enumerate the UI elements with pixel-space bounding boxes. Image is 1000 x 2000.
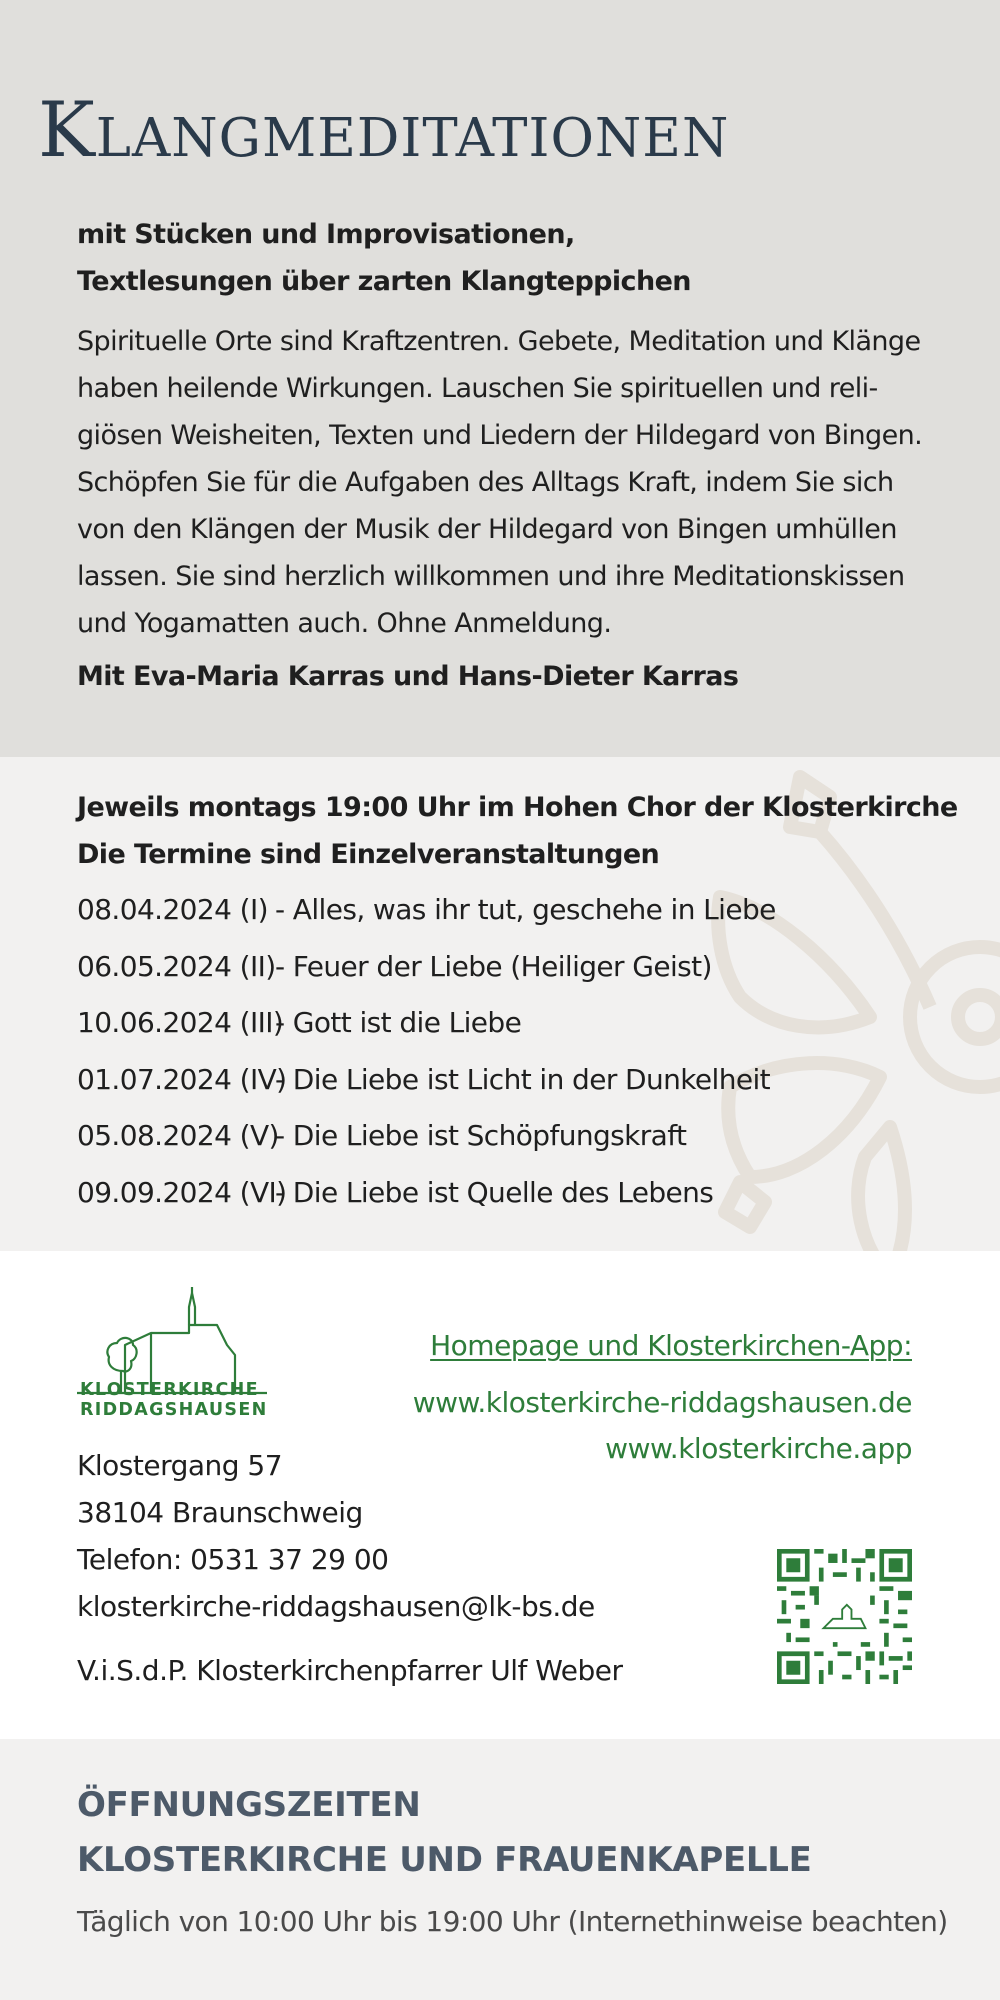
logo-line-1: KLOSTERKIRCHE [80,1380,259,1400]
event-date: 01.07.2024 (IV) [77,1062,287,1096]
event-topic: - Die Liebe ist Licht in der Dunkelheit [275,1062,771,1096]
church-logo-icon [77,1285,267,1395]
event-date: 09.09.2024 (VI) [77,1175,287,1209]
contact-section [0,1251,1000,1739]
event-topic: - Gott ist die Liebe [275,1006,522,1039]
phone-number[interactable]: Telefon: 0531 37 29 00 [77,1543,389,1576]
list-item [77,1119,776,1176]
description-line: von den Klängen der Musik der Hildegard von Bingen umhüllen [77,514,897,545]
subtitle-line-1: mit Stücken und Improvisationen, [77,219,575,250]
description-line: haben heilende Wirkungen. Lauschen Sie spirituellen und reli- [77,373,878,404]
opening-hours-text: Täglich von 10:00 Uhr bis 19:00 Uhr (Internethinweise beachten) [77,1905,948,1938]
event-date: 05.08.2024 (V) [77,1119,279,1152]
subtitle-line-2: Textlesungen über zarten Klangteppichen [77,266,691,297]
description-line: giösen Weisheiten, Texten und Liedern der Hildegard von Bingen. [77,420,923,451]
schedule-section [0,757,1000,1251]
description-line: Schöpfen Sie für die Aufgaben des Alltags Kraft, indem Sie sich [77,467,894,498]
description-line: Spirituelle Orte sind Kraftzentren. Gebete, Meditation und Klänge [77,326,921,357]
list-item [77,893,776,950]
event-date: 10.06.2024 (III) [77,1006,284,1039]
event-date: 06.05.2024 (II) [77,949,276,983]
app-link[interactable]: www.klosterkirche.app [605,1432,912,1465]
website-link[interactable]: www.klosterkirche-riddagshausen.de [412,1386,912,1419]
list-item [77,1063,776,1120]
page-title: Klangmeditationen [38,85,730,174]
schedule-heading-1: Jeweils montags 19:00 Uhr im Hohen Chor der Klosterkirche [77,792,958,823]
list-item [77,950,776,1007]
imprint-line: V.i.S.d.P. Klosterkirchenpfarrer Ulf Weber [77,1654,623,1687]
event-topic: - Die Liebe ist Schöpfungskraft [275,1119,687,1152]
address-street: Klostergang 57 [77,1449,283,1482]
hosts-line: Mit Eva-Maria Karras und Hans-Dieter Karras [77,661,739,692]
logo-line-2: RIDDAGSHAUSEN [80,1400,268,1420]
event-date: 08.04.2024 (I) [77,893,268,926]
description-paragraph [77,318,937,647]
event-list [77,893,776,1232]
schedule-heading-2: Die Termine sind Einzelveranstaltungen [77,839,660,870]
event-topic: - Feuer der Liebe (Heiliger Geist) [275,949,712,983]
address-city: 38104 Braunschweig [77,1496,363,1529]
intro-section [0,0,1000,757]
email-link[interactable]: klosterkirche-riddagshausen@lk-bs.de [77,1590,595,1623]
logo-wordmark [80,1380,268,1420]
opening-heading-2: KLOSTERKIRCHE UND FRAUENKAPELLE [77,1840,812,1880]
homepage-label-link[interactable]: Homepage und Klosterkirchen-App: [430,1329,912,1362]
list-item [77,1176,776,1233]
opening-hours-section [0,1739,1000,2000]
qr-code-icon[interactable] [777,1549,912,1684]
description-line: und Yogamatten auch. Ohne Anmeldung. [77,608,612,639]
description-line: lassen. Sie sind herzlich willkommen und ihre Meditationskissen [77,561,905,592]
event-topic: - Die Liebe ist Quelle des Lebens [275,1175,714,1209]
event-topic: - Alles, was ihr tut, geschehe in Liebe [275,893,776,926]
list-item [77,1006,776,1063]
opening-heading-1: ÖFFNUNGSZEITEN [77,1785,421,1825]
